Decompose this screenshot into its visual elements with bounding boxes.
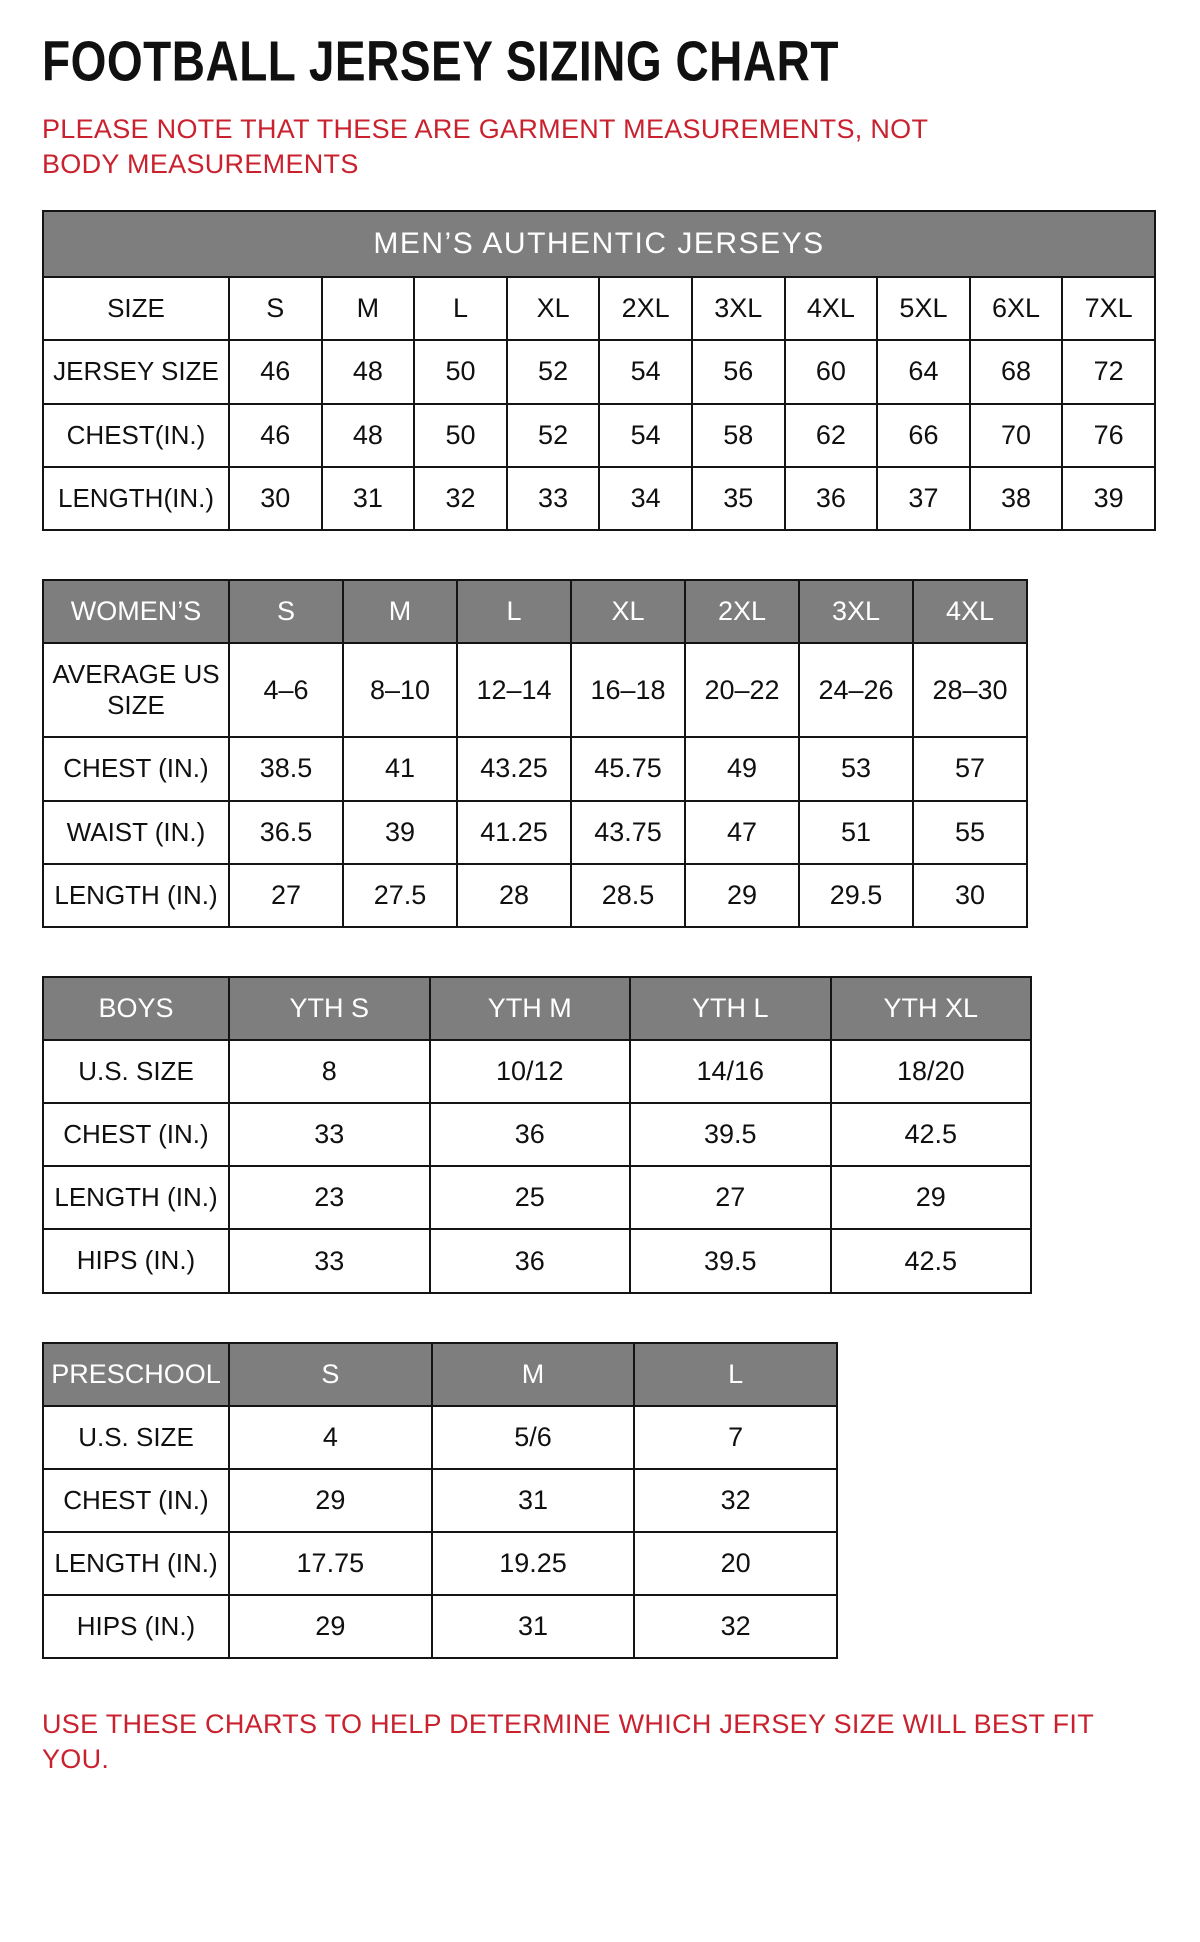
size-value-cell: 28 [457, 864, 571, 927]
size-value-cell: 36 [785, 467, 878, 530]
size-value-cell: 33 [507, 467, 600, 530]
size-value-cell: 41.25 [457, 801, 571, 864]
size-value-cell: 27 [630, 1166, 831, 1229]
size-value-cell: 30 [913, 864, 1027, 927]
size-value-cell: 46 [229, 340, 322, 403]
table-row [43, 467, 1155, 530]
column-header-cell: M [343, 580, 457, 643]
size-value-cell: 66 [877, 404, 970, 467]
womens-table-section [42, 579, 1158, 928]
row-label: JERSEY SIZE [43, 340, 229, 403]
size-value-cell: 48 [322, 340, 415, 403]
size-value-cell: 29 [685, 864, 799, 927]
size-value-cell: 28.5 [571, 864, 685, 927]
table-row [43, 1469, 837, 1532]
size-value-cell: S [229, 277, 322, 340]
size-value-cell: 41 [343, 737, 457, 800]
table-row [43, 1040, 1031, 1103]
size-value-cell: 55 [913, 801, 1027, 864]
row-label: WAIST (IN.) [43, 801, 229, 864]
size-value-cell: 37 [877, 467, 970, 530]
row-label: LENGTH (IN.) [43, 1532, 229, 1595]
size-value-cell: 5/6 [432, 1406, 635, 1469]
size-value-cell: 17.75 [229, 1532, 432, 1595]
size-value-cell: 28–30 [913, 643, 1027, 737]
boys-sizing-table [42, 976, 1032, 1294]
size-value-cell: 34 [599, 467, 692, 530]
size-value-cell: 38.5 [229, 737, 343, 800]
size-value-cell: 49 [685, 737, 799, 800]
size-value-cell: 43.25 [457, 737, 571, 800]
size-value-cell: 25 [430, 1166, 631, 1229]
fit-advice-note: USE THESE CHARTS TO HELP DETERMINE WHICH JERSEY SIZE WILL BEST FIT YOU. [42, 1709, 1094, 1775]
row-label: CHEST (IN.) [43, 737, 229, 800]
size-value-cell: 32 [634, 1595, 837, 1658]
size-value-cell: XL [507, 277, 600, 340]
size-value-cell: 31 [432, 1469, 635, 1532]
size-value-cell: 39.5 [630, 1229, 831, 1292]
row-label: CHEST (IN.) [43, 1103, 229, 1166]
column-header-cell: S [229, 580, 343, 643]
table-row [43, 801, 1027, 864]
size-value-cell: 30 [229, 467, 322, 530]
size-value-cell: 6XL [970, 277, 1063, 340]
size-value-cell: 57 [913, 737, 1027, 800]
size-value-cell: 56 [692, 340, 785, 403]
size-value-cell: 54 [599, 404, 692, 467]
row-label: HIPS (IN.) [43, 1229, 229, 1292]
size-value-cell: 18/20 [831, 1040, 1032, 1103]
size-value-cell: 70 [970, 404, 1063, 467]
size-value-cell: 29 [229, 1469, 432, 1532]
size-value-cell: 33 [229, 1229, 430, 1292]
column-header-cell: YTH S [229, 977, 430, 1040]
size-value-cell: 29.5 [799, 864, 913, 927]
column-header-cell: M [432, 1343, 635, 1406]
size-value-cell: 76 [1062, 404, 1155, 467]
size-value-cell: 36 [430, 1229, 631, 1292]
size-value-cell: 8–10 [343, 643, 457, 737]
column-header-cell: YTH XL [831, 977, 1032, 1040]
size-value-cell: 51 [799, 801, 913, 864]
size-value-cell: 16–18 [571, 643, 685, 737]
size-value-cell: 3XL [692, 277, 785, 340]
size-value-cell: 45.75 [571, 737, 685, 800]
size-value-cell: 5XL [877, 277, 970, 340]
column-header-cell: 3XL [799, 580, 913, 643]
garment-measurements-note: PLEASE NOTE THAT THESE ARE GARMENT MEASUREMENTS, NOT BODY MEASUREMENTS [42, 114, 928, 180]
table-row [43, 404, 1155, 467]
size-value-cell: 4 [229, 1406, 432, 1469]
table-row [43, 737, 1027, 800]
size-value-cell: 36 [430, 1103, 631, 1166]
size-value-cell: 42.5 [831, 1103, 1032, 1166]
mens-banner: MEN’S AUTHENTIC JERSEYS [43, 211, 1155, 277]
size-value-cell: 2XL [599, 277, 692, 340]
boys-header-row [43, 977, 1031, 1040]
size-value-cell: 72 [1062, 340, 1155, 403]
column-header-cell: L [457, 580, 571, 643]
size-value-cell: 24–26 [799, 643, 913, 737]
mens-table-section [42, 210, 1158, 531]
size-value-cell: 39 [1062, 467, 1155, 530]
table-row [43, 340, 1155, 403]
table-row [43, 864, 1027, 927]
size-value-cell: 43.75 [571, 801, 685, 864]
size-value-cell: 52 [507, 340, 600, 403]
preschool-header-row [43, 1343, 837, 1406]
size-value-cell: 62 [785, 404, 878, 467]
row-label: SIZE [43, 277, 229, 340]
preschool-header-label: PRESCHOOL [43, 1343, 229, 1406]
column-header-cell: 2XL [685, 580, 799, 643]
row-label: HIPS (IN.) [43, 1595, 229, 1658]
size-value-cell: 36.5 [229, 801, 343, 864]
size-value-cell: 20–22 [685, 643, 799, 737]
boys-header-label: BOYS [43, 977, 229, 1040]
row-label: U.S. SIZE [43, 1040, 229, 1103]
row-label: LENGTH (IN.) [43, 864, 229, 927]
size-value-cell: 64 [877, 340, 970, 403]
row-label: LENGTH (IN.) [43, 1166, 229, 1229]
table-row [43, 1103, 1031, 1166]
size-value-cell: 54 [599, 340, 692, 403]
column-header-cell: XL [571, 580, 685, 643]
size-value-cell: 7 [634, 1406, 837, 1469]
womens-sizing-table [42, 579, 1028, 928]
size-value-cell: 42.5 [831, 1229, 1032, 1292]
size-value-cell: 48 [322, 404, 415, 467]
column-header-cell: L [634, 1343, 837, 1406]
womens-header-row [43, 580, 1027, 643]
size-value-cell: 20 [634, 1532, 837, 1595]
size-value-cell: 32 [634, 1469, 837, 1532]
row-label: LENGTH(IN.) [43, 467, 229, 530]
size-value-cell: 29 [229, 1595, 432, 1658]
size-value-cell: 29 [831, 1166, 1032, 1229]
table-row [43, 1166, 1031, 1229]
size-value-cell: 46 [229, 404, 322, 467]
table-row [43, 277, 1155, 340]
size-value-cell: 33 [229, 1103, 430, 1166]
row-label: CHEST(IN.) [43, 404, 229, 467]
row-label: CHEST (IN.) [43, 1469, 229, 1532]
size-value-cell: 31 [322, 467, 415, 530]
size-value-cell: 35 [692, 467, 785, 530]
column-header-cell: 4XL [913, 580, 1027, 643]
size-value-cell: 39 [343, 801, 457, 864]
size-value-cell: 39.5 [630, 1103, 831, 1166]
column-header-cell: YTH L [630, 977, 831, 1040]
column-header-cell: YTH M [430, 977, 631, 1040]
size-value-cell: 27 [229, 864, 343, 927]
size-value-cell: 10/12 [430, 1040, 631, 1103]
table-row [43, 1532, 837, 1595]
size-value-cell: 23 [229, 1166, 430, 1229]
size-value-cell: 58 [692, 404, 785, 467]
size-value-cell: 50 [414, 340, 507, 403]
size-value-cell: 8 [229, 1040, 430, 1103]
size-value-cell: 32 [414, 467, 507, 530]
size-value-cell: M [322, 277, 415, 340]
row-label: U.S. SIZE [43, 1406, 229, 1469]
size-value-cell: 4–6 [229, 643, 343, 737]
size-value-cell: 4XL [785, 277, 878, 340]
table-row [43, 643, 1027, 737]
size-value-cell: 52 [507, 404, 600, 467]
size-value-cell: 27.5 [343, 864, 457, 927]
row-label: AVERAGE US SIZE [43, 643, 229, 737]
table-row [43, 1595, 837, 1658]
size-value-cell: 53 [799, 737, 913, 800]
size-value-cell: 50 [414, 404, 507, 467]
table-row [43, 1229, 1031, 1292]
table-row [43, 1406, 837, 1469]
boys-table-section [42, 976, 1158, 1294]
size-value-cell: 12–14 [457, 643, 571, 737]
size-value-cell: 38 [970, 467, 1063, 530]
size-value-cell: L [414, 277, 507, 340]
size-value-cell: 47 [685, 801, 799, 864]
size-value-cell: 19.25 [432, 1532, 635, 1595]
size-value-cell: 7XL [1062, 277, 1155, 340]
page-title: FOOTBALL JERSEY SIZING CHART [42, 29, 839, 93]
size-value-cell: 68 [970, 340, 1063, 403]
column-header-cell: S [229, 1343, 432, 1406]
size-value-cell: 14/16 [630, 1040, 831, 1103]
size-value-cell: 31 [432, 1595, 635, 1658]
size-value-cell: 60 [785, 340, 878, 403]
preschool-table-section [42, 1342, 1158, 1660]
womens-header-label: WOMEN’S [43, 580, 229, 643]
mens-sizing-table [42, 210, 1156, 531]
preschool-sizing-table [42, 1342, 838, 1660]
